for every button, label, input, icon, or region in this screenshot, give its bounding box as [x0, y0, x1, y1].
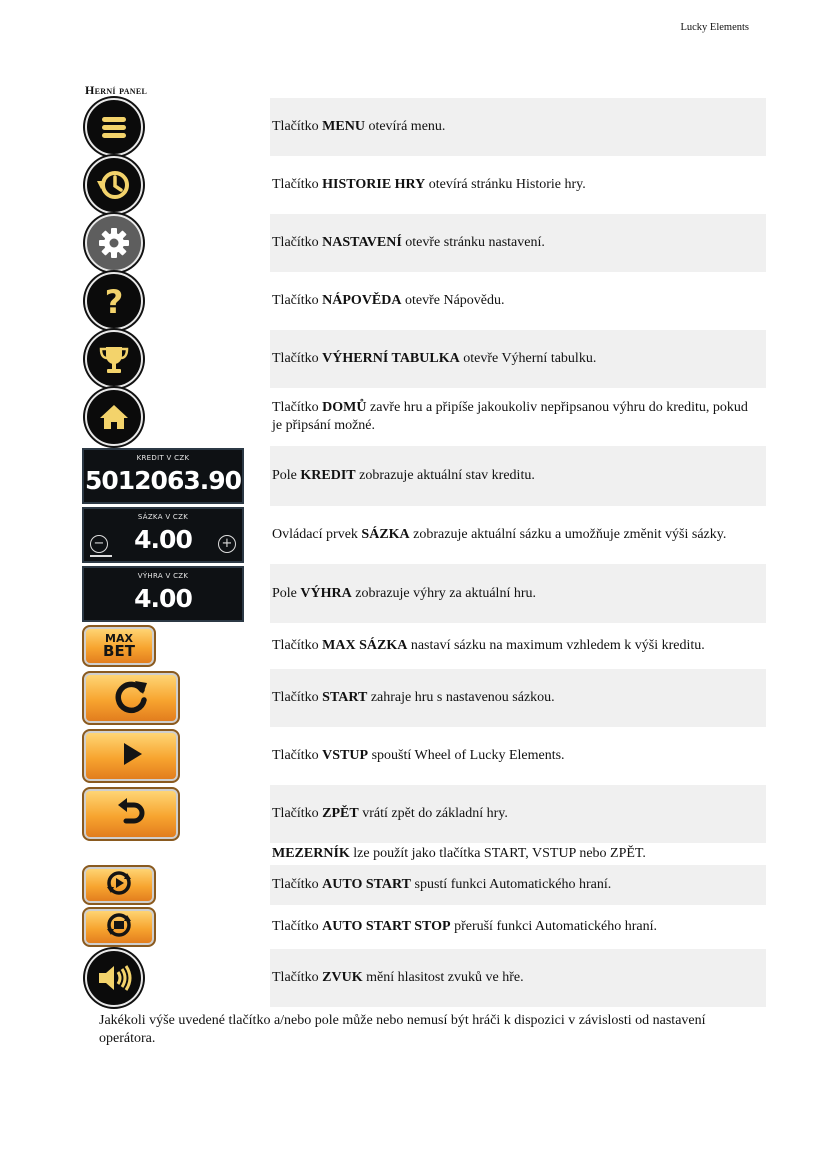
table-row	[82, 446, 766, 506]
description-text: Tlačítko	[272, 690, 323, 705]
table-row	[82, 669, 766, 727]
bet-panel	[82, 507, 244, 563]
description-text: Tlačítko	[272, 177, 323, 192]
description-text: otevírá stránku Historie hry.	[425, 177, 586, 192]
table-row	[82, 156, 766, 214]
settings-icon[interactable]	[85, 214, 143, 272]
footer-note: Jakékoli výše uvedené tlačítko a/nebo pole může nebo nemusí být hráči k dispozici v závislosti od nastavení operátora.	[99, 1013, 706, 1046]
table-row	[82, 843, 766, 865]
bold-term: SÁZKA	[361, 527, 410, 542]
bold-term: MENU	[322, 119, 365, 134]
bold-term: NÁPOVĚDA	[322, 293, 402, 308]
credit-panel	[82, 448, 244, 504]
play-button[interactable]	[82, 729, 180, 783]
help-icon[interactable]	[85, 272, 143, 330]
row-description	[270, 949, 766, 1007]
description-text: spouští Wheel of Lucky Elements.	[368, 748, 565, 763]
description-text: zobrazuje aktuální sázku a umožňuje změnit výši sázky.	[409, 527, 727, 542]
bold-term: HISTORIE HRY	[322, 177, 426, 192]
description-text: otevře stránku nastavení.	[401, 235, 545, 250]
row-description	[270, 727, 766, 785]
description-text: Tlačítko	[272, 235, 323, 250]
back-icon	[114, 795, 148, 834]
table-row	[82, 949, 766, 1007]
bet-caption: SÁZKA V CZK	[137, 513, 189, 521]
row-description	[270, 446, 766, 506]
row-description	[270, 156, 766, 214]
credit-value: 5012063.90	[84, 466, 242, 495]
bold-term: ZVUK	[322, 970, 363, 985]
trophy-icon[interactable]	[85, 330, 143, 388]
description-text: lze použít jako tlačítka START, VSTUP nebo ZPĚT.	[349, 846, 646, 861]
row-description	[270, 272, 766, 330]
row-icon-cell	[82, 905, 270, 949]
minus-underline	[90, 555, 112, 557]
bold-term: KREDIT	[300, 468, 356, 483]
maxbet-line2: BET	[103, 641, 135, 660]
autostart-button[interactable]	[82, 865, 156, 905]
row-icon-cell	[82, 156, 270, 214]
description-text: Ovládací prvek	[272, 527, 362, 542]
table-row	[82, 272, 766, 330]
description-text: nastaví sázku na maximum vzhledem k výši kreditu.	[407, 638, 705, 653]
description-text: Tlačítko	[272, 400, 323, 415]
button-table	[82, 98, 766, 1007]
description-text: Tlačítko	[272, 919, 323, 934]
row-description	[270, 506, 766, 564]
row-description	[270, 865, 766, 905]
description-text: mění hlasitost zvuků ve hře.	[362, 970, 524, 985]
spin-button[interactable]	[82, 671, 180, 725]
row-description	[270, 388, 766, 446]
menu-icon[interactable]	[85, 98, 143, 156]
history-icon[interactable]	[85, 156, 143, 214]
row-icon-cell	[82, 506, 270, 564]
table-row	[82, 98, 766, 156]
row-icon-cell	[82, 272, 270, 330]
row-icon-cell	[82, 843, 270, 865]
row-icon-cell	[82, 727, 270, 785]
table-row	[82, 623, 766, 669]
table-row	[82, 330, 766, 388]
win-value: 4.00	[134, 583, 192, 613]
bold-term: ZPĚT	[322, 806, 359, 821]
row-icon-cell	[82, 785, 270, 843]
description-text: otevře Nápovědu.	[401, 293, 505, 308]
bold-term: NASTAVENÍ	[322, 235, 402, 250]
description-text: zavře hru a připíše jakoukoliv nepřipsanou výhru do kreditu, pokud je připsání možné.	[272, 400, 748, 433]
table-row	[82, 865, 766, 905]
increase-bet-button[interactable]: +	[218, 535, 236, 553]
bold-term: MAX SÁZKA	[322, 638, 408, 653]
row-icon-cell	[82, 98, 270, 156]
row-description	[270, 330, 766, 388]
table-row	[82, 785, 766, 843]
row-description	[270, 623, 766, 669]
bold-term: VÝHRA	[300, 585, 352, 601]
description-text: Tlačítko	[272, 806, 323, 821]
row-description	[270, 785, 766, 843]
autostop-button[interactable]	[82, 907, 156, 947]
section-title: Herní panel	[85, 83, 148, 97]
description-text: Pole	[272, 585, 301, 601]
spin-icon	[111, 676, 151, 721]
description-text: zahraje hru s nastavenou sázkou.	[367, 690, 555, 705]
bet-value: 4.00	[134, 525, 192, 554]
description-text: spustí funkci Automatického hraní.	[411, 877, 612, 892]
row-description	[270, 843, 766, 865]
row-description	[270, 669, 766, 727]
description-text: vrátí zpět do základní hry.	[358, 806, 508, 821]
description-text: Tlačítko	[272, 970, 323, 985]
row-icon-cell	[82, 214, 270, 272]
bold-term: AUTO START STOP	[322, 919, 451, 934]
row-description	[270, 214, 766, 272]
description-text: Tlačítko	[272, 119, 323, 134]
table-row	[82, 388, 766, 446]
bold-term: VÝHERNÍ TABULKA	[322, 351, 460, 366]
back-button[interactable]	[82, 787, 180, 841]
row-icon-cell	[82, 446, 270, 506]
table-row	[82, 727, 766, 785]
document-header: Lucky Elements	[680, 22, 749, 33]
row-icon-cell	[82, 623, 270, 669]
description-text: Tlačítko	[272, 293, 323, 308]
autostart-icon	[105, 869, 133, 902]
credit-caption: KREDIT V CZK	[136, 454, 190, 462]
description-text: zobrazuje výhry za aktuální hru.	[351, 585, 536, 601]
maxbet-line1: MAX	[105, 631, 133, 645]
sound-icon[interactable]	[85, 949, 143, 1007]
description-text: Tlačítko	[272, 638, 323, 653]
decrease-bet-button[interactable]: −	[90, 535, 108, 553]
table-row	[82, 214, 766, 272]
row-icon-cell	[82, 564, 270, 623]
description-text: přeruší funkci Automatického hraní.	[450, 919, 658, 934]
play-icon	[116, 739, 146, 774]
row-description	[270, 564, 766, 623]
row-icon-cell	[82, 865, 270, 905]
description-text: otevře Výherní tabulku.	[459, 351, 597, 366]
bold-term: DOMŮ	[322, 400, 367, 415]
bold-term: MEZERNÍK	[272, 846, 350, 861]
bold-term: VSTUP	[322, 748, 369, 763]
svg-text:?: ?	[104, 283, 124, 321]
autostop-icon	[105, 911, 133, 944]
description-text: Tlačítko	[272, 748, 323, 763]
description-text: otevírá menu.	[364, 119, 446, 134]
bold-term: AUTO START	[322, 877, 412, 892]
row-description	[270, 98, 766, 156]
row-icon-cell	[82, 330, 270, 388]
row-description	[270, 905, 766, 949]
row-icon-cell	[82, 949, 270, 1007]
maxbet-button[interactable]	[82, 625, 156, 667]
row-icon-cell	[82, 388, 270, 446]
win-caption: VÝHRA V CZK	[137, 571, 189, 580]
description-text: Tlačítko	[272, 351, 323, 366]
table-row	[82, 506, 766, 564]
table-row	[82, 564, 766, 623]
win-panel	[82, 566, 244, 622]
row-icon-cell	[82, 669, 270, 727]
description-text: Tlačítko	[272, 877, 323, 892]
table-row	[82, 905, 766, 949]
description-text: zobrazuje aktuální stav kreditu.	[355, 468, 535, 483]
home-icon[interactable]	[85, 388, 143, 446]
description-text: Pole	[272, 468, 301, 483]
bold-term: START	[322, 690, 368, 705]
